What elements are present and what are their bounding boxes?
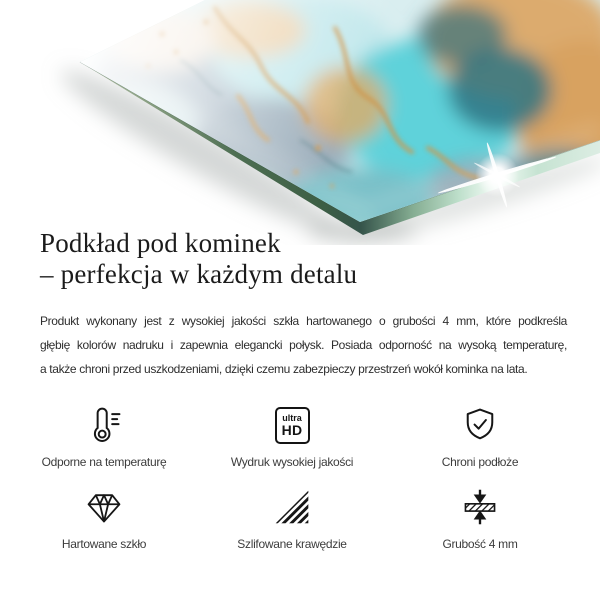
product-description: [40, 309, 567, 381]
ultra-hd-icon: [275, 404, 310, 446]
feature-label: Grubość 4 mm: [442, 537, 518, 551]
features-grid: [10, 404, 574, 551]
feature-print-quality: [198, 404, 386, 469]
feature-label: Szlifowane krawędzie: [237, 537, 347, 551]
diamond-icon: [83, 486, 125, 528]
shield-check-icon: [460, 404, 500, 446]
page-title: [40, 228, 570, 290]
thermometer-icon: [84, 404, 124, 446]
glass-panel-photo: [0, 0, 600, 245]
feature-label: Chroni podłoże: [441, 455, 519, 469]
feature-polished-edges: [198, 486, 386, 551]
description-line: głębię kolorów nadruku i zapewnia elegancki połysk. Posiada odporność na wysoką temperaturę,: [40, 338, 567, 352]
feature-tempered-glass: [10, 486, 198, 551]
feature-label: Hartowane szkło: [61, 537, 147, 551]
feature-thickness: [386, 486, 574, 551]
feature-protects-floor: [386, 404, 574, 469]
thickness-4mm-icon: [460, 486, 500, 528]
title-line-1: Podkład pod kominek: [40, 228, 281, 258]
ultra-hd-icon-text-bottom: HD: [281, 422, 303, 438]
product-image: [0, 0, 600, 245]
feature-label: Odporne na temperaturę: [41, 455, 167, 469]
feature-label: Wydruk wysokiej jakości: [230, 455, 354, 469]
title-line-2: – perfekcja w każdym detalu: [40, 259, 358, 289]
polished-edges-icon: [273, 486, 311, 528]
description-line: Produkt wykonany jest z wysokiej jakości szkła hartowanego o grubości 4 mm, które podkreśla: [40, 314, 567, 328]
feature-temperature-resistant: [10, 404, 198, 469]
ultra-hd-icon-text-top: ultra: [282, 413, 302, 423]
description-line: a także chroni przed uszkodzeniami, dzięki czemu zabezpieczy przestrzeń wokół kominka na lata.: [40, 362, 528, 376]
